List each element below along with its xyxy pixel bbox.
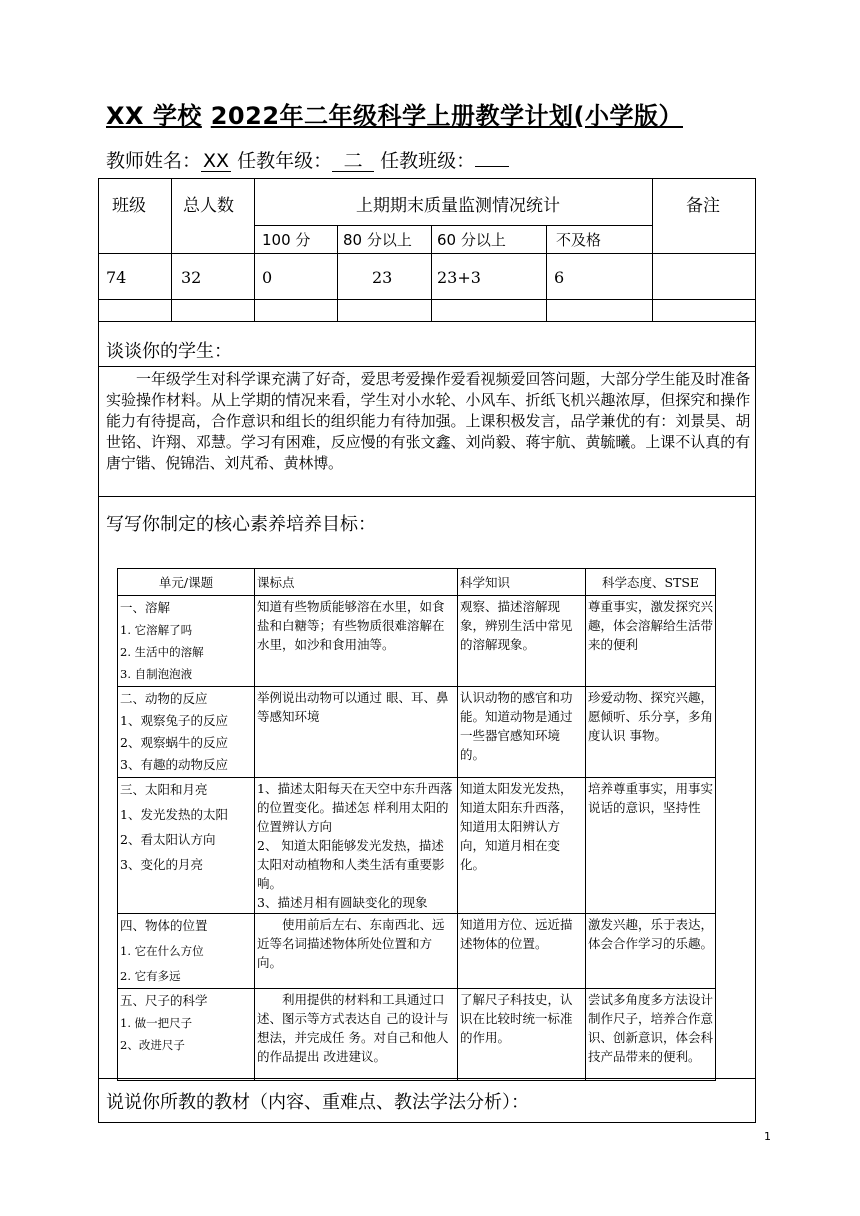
unit-cell bbox=[118, 596, 255, 687]
lesson-item: 2、观察蜗牛的反应 bbox=[120, 735, 228, 750]
page-number: 1 bbox=[764, 1130, 771, 1143]
title-year: 2022 bbox=[210, 102, 280, 130]
unit-cell bbox=[118, 914, 255, 989]
unit-title: 一、溶解 bbox=[120, 600, 171, 615]
lesson-item: 2、看太阳认方向 bbox=[120, 832, 216, 847]
stats-col-total: 总人数 bbox=[183, 196, 234, 216]
lesson-item: 3、有趣的动物反应 bbox=[120, 757, 228, 772]
attitude-cell: 尊重事实，激发探究兴趣，体会溶解给生活带来的便利 bbox=[586, 596, 716, 687]
stats-subheader-line bbox=[254, 225, 652, 226]
stats-value-80: 23 bbox=[372, 268, 393, 287]
standard-cell: 知道有些物质能够溶在水里，如食盐和白糖等；有些物质很难溶解在水里，如沙和食用油等。 bbox=[255, 596, 458, 687]
goals-row bbox=[118, 596, 716, 687]
lesson-item: 2、改进尺子 bbox=[120, 1038, 185, 1052]
standard-line: 1、描述太阳每天在天空中东升西落的位置变化。描述怎 样利用太阳的位置辨认方向 bbox=[257, 781, 453, 834]
stats-vline-4 bbox=[431, 225, 432, 321]
lesson-item: 1、观察兔子的反应 bbox=[120, 713, 228, 728]
stats-vline-5 bbox=[546, 225, 547, 321]
teacher-grade-value: 二 bbox=[332, 151, 374, 172]
goals-row bbox=[118, 914, 716, 989]
attitude-cell: 培养尊重事实，用事实说话的意识，坚持性 bbox=[586, 778, 716, 914]
lesson-item: 3. 自制泡泡液 bbox=[120, 667, 193, 681]
goals-row bbox=[118, 778, 716, 914]
teacher-grade-label: 任教年级： bbox=[237, 150, 333, 172]
stats-vline-6 bbox=[652, 178, 653, 321]
goals-row bbox=[118, 687, 716, 778]
standard-line: 2、 知道太阳能够发光发热，描述太阳对动植物和人类生活有重要影响。 bbox=[257, 838, 445, 891]
stats-value-total: 32 bbox=[181, 268, 202, 287]
unit-title: 四、物体的位置 bbox=[120, 918, 208, 933]
stats-sub-fail: 不及格 bbox=[556, 231, 602, 249]
goals-header-unit: 单元/课题 bbox=[118, 569, 255, 596]
knowledge-cell: 认识动物的感官和功能。知道动物是通过一些器官感知环境的。 bbox=[458, 687, 586, 778]
teacher-class-value bbox=[475, 166, 509, 167]
knowledge-cell: 知道用方位、远近描述物体的位置。 bbox=[458, 914, 586, 989]
lesson-item: 2. 它有多远 bbox=[120, 969, 181, 983]
unit-cell bbox=[118, 989, 255, 1081]
stats-value-100: 0 bbox=[262, 268, 273, 287]
knowledge-cell: 观察、描述溶解现象，辨别生活中常见的溶解现象。 bbox=[458, 596, 586, 687]
goals-header-row bbox=[118, 569, 716, 596]
lesson-item: 2. 生活中的溶解 bbox=[120, 645, 204, 659]
unit-title: 三、太阳和月亮 bbox=[120, 782, 208, 797]
unit-cell bbox=[118, 687, 255, 778]
knowledge-cell: 了解尺子科技史，认识在比较时统一标准的作用。 bbox=[458, 989, 586, 1081]
teacher-name-value: XX bbox=[202, 150, 230, 172]
standard-line: 3、描述月相有圆缺变化的现象 bbox=[257, 895, 428, 910]
lesson-item: 1. 它溶解了吗 bbox=[120, 623, 193, 637]
title-school: XX 学校 bbox=[106, 102, 202, 130]
standard-cell bbox=[255, 778, 458, 914]
goals-heading: 写写你制定的核心素养培养目标： bbox=[106, 514, 376, 535]
goals-header-knowledge: 科学知识 bbox=[458, 569, 586, 596]
stats-col-note: 备注 bbox=[686, 196, 720, 216]
teacher-name-label: 教师姓名： bbox=[106, 150, 202, 172]
attitude-cell: 激发兴趣，乐于表达，体会合作学习的乐趣。 bbox=[586, 914, 716, 989]
stats-header-bottom-line bbox=[98, 253, 756, 254]
page-title bbox=[106, 96, 683, 131]
stats-vline-2 bbox=[254, 178, 255, 321]
stats-sub-100: 100 分 bbox=[262, 231, 311, 249]
lesson-item: 1、发光发热的太阳 bbox=[120, 807, 228, 822]
unit-title: 五、尺子的科学 bbox=[120, 993, 208, 1008]
title-rest: 年二年级科学上册教学计划(小学版） bbox=[279, 102, 683, 130]
attitude-cell: 尝试多角度多方法设计制作尺子，培养合作意识、创新意识，体会科技产品带来的便利。 bbox=[586, 989, 716, 1081]
stats-sub-60: 60 分以上 bbox=[437, 231, 506, 249]
standard-cell: 利用提供的材料和工具通过口述、图示等方式表达自 己的设计与想法，并完成任 务。对自己和他人的作品提出 改进建议。 bbox=[255, 989, 458, 1081]
students-text: 一年级学生对科学课充满了好奇，爱思考爱操作爱看视频爱回答问题，大部分学生能及时准备实验操作材料。从上学期的情况来看，学生对小水轮、小风车、折纸飞机兴趣浓厚，但探究和操作能力有待提高，合作意识和组长的组织能力有待加强。上课积极发言，品学兼优的有：刘景昊、胡世铭、许翔、邓慧。学习有困难，反应慢的有张文鑫、刘尚毅、蒋宇航、黄毓曦。上课不认真的有唐宁锴、倪锦浩、刘芃希、黄林博。 bbox=[106, 370, 750, 472]
teacher-class-label: 任教班级： bbox=[380, 150, 476, 172]
stats-col-title: 上期期末质量监测情况统计 bbox=[356, 196, 560, 216]
students-paragraph bbox=[106, 369, 750, 474]
materials-top-line bbox=[98, 1078, 756, 1079]
lesson-item: 1. 做一把尺子 bbox=[120, 1016, 193, 1030]
stats-vline-1 bbox=[171, 178, 172, 321]
standard-cell: 使用前后左右、东南西北、远近等名词描述物体所处位置和方向。 bbox=[255, 914, 458, 989]
students-heading-line bbox=[98, 366, 756, 367]
materials-heading: 说说你所教的教材（内容、重难点、教法学法分析）： bbox=[106, 1092, 529, 1113]
goals-row bbox=[118, 989, 716, 1081]
knowledge-cell: 知道太阳发光发热，知道太阳东升西落，知道用太阳辨认方向，知道月相在变化。 bbox=[458, 778, 586, 914]
students-heading: 谈谈你的学生： bbox=[106, 341, 232, 362]
stats-value-fail: 6 bbox=[554, 268, 565, 287]
goals-header-attitude: 科学态度、STSE bbox=[586, 569, 716, 596]
stats-value-60: 23+3 bbox=[437, 268, 481, 287]
stats-value-class: 74 bbox=[106, 268, 127, 287]
standard-cell: 举例说出动物可以通过 眼、耳、鼻等感知环境 bbox=[255, 687, 458, 778]
unit-title: 二、动物的反应 bbox=[120, 691, 208, 706]
goals-header-standard: 课标点 bbox=[255, 569, 458, 596]
stats-sub-80: 80 分以上 bbox=[343, 231, 412, 249]
teacher-line bbox=[106, 146, 509, 173]
goals-table bbox=[117, 568, 716, 1081]
lesson-item: 1. 它在什么方位 bbox=[120, 944, 204, 958]
stats-col-class: 班级 bbox=[112, 196, 146, 216]
lesson-item: 3、变化的月亮 bbox=[120, 857, 203, 872]
stats-row1-bottom-line bbox=[98, 299, 756, 300]
unit-cell bbox=[118, 778, 255, 914]
students-bottom-line bbox=[98, 496, 756, 497]
attitude-cell: 珍爱动物、探究兴趣，愿倾听、乐分享，多角度认识 事物。 bbox=[586, 687, 716, 778]
stats-vline-3 bbox=[337, 225, 338, 321]
stats-row2-bottom-line bbox=[98, 321, 756, 322]
